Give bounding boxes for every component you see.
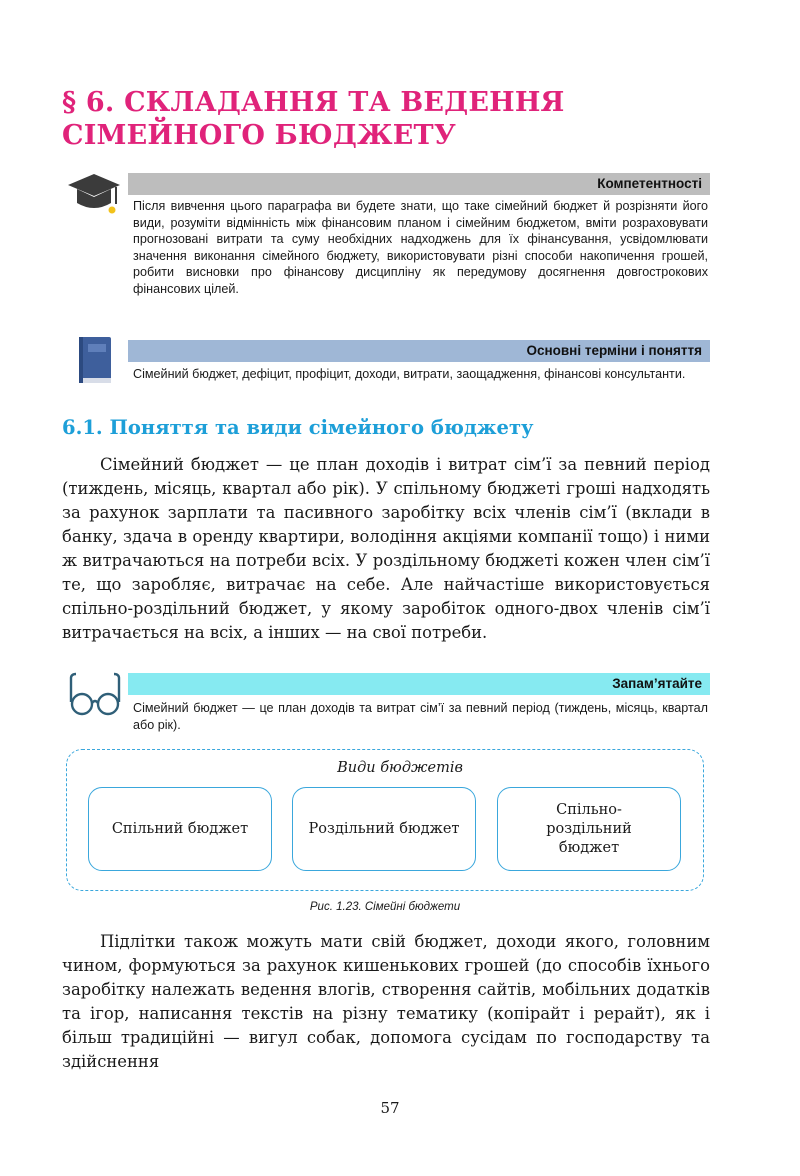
glasses-icon <box>68 672 122 716</box>
section-title: 6.1. Поняття та види сімейного бюджету <box>62 416 534 439</box>
chapter-title: § 6. СКЛАДАННЯ ТА ВЕДЕННЯ СІМЕЙНОГО БЮДЖЕТУ <box>62 87 565 151</box>
terms-text: Сімейний бюджет, дефіцит, профіцит, доходи, витрати, заощадження, фінансові консультанти. <box>133 367 686 381</box>
remember-heading: Запам’ятайте <box>128 673 710 695</box>
terms-heading: Основні терміни і поняття <box>128 340 710 362</box>
competencies-heading: Компетентності <box>128 173 710 195</box>
page-number: 57 <box>380 1099 400 1117</box>
book-icon <box>78 336 114 386</box>
paragraph-2: Підлітки також можуть мати свій бюджет, доходи якого, головним чином, формуються за рахунок кишенькових грошей (до способів їхнього заробітку належать ведення влогів, створення сайтів, мобільних додатків та ігор, написання текстів на різну тематику (копірайт і рерайт), як і більш традиційні — вигул собак, допомога сусідам по господарству та здійснення <box>62 932 710 1071</box>
competencies-text: Після вивчення цього параграфа ви будете знати, що таке сімейний бюджет й розрізняти його види, розуміти відмінність між фінансовим планом і сімейним бюджетом, вміти розраховувати прогнозовані витрати та суму необхідних надходжень для їх фінансування, усвідомлювати значення виконання сімейного бюджету, використовувати різні способи накопичення грошей, робити висновки про фінансову дисципліну як передумову досягнення довгострокових фінансових цілей. <box>133 199 708 296</box>
figure-caption: Рис. 1.23. Сімейні бюджети <box>309 901 461 913</box>
budget-type-mixed: Спільно-роздільний бюджет <box>497 787 681 871</box>
remember-text: Сімейний бюджет — це план доходів та витрат сім’ї за певний період (тиждень, місяць, квартал або рік). <box>133 701 708 732</box>
paragraph-1: Сімейний бюджет — це план доходів і витрат сім’ї за певний період (тиждень, місяць, квартал або рік). У спільному бюджеті гроші надходять за рахунок зарплати та пасивного заробітку всіх членів сім’ї (вклади в банку, здача в оренду квартири, володіння акціями компанії тощо) і ними ж витрачаються на потреби всіх. У роздільному бюджеті кожен член сім’ї те, що заробляє, витрачає на себе. Але найчастіше використовується спільно-роздільний бюджет, у якому заробіток одного-двох членів сім’ї витрачається на всіх, а інших — на свої потреби. <box>62 455 710 642</box>
diagram-title: Види бюджетів <box>337 760 463 776</box>
graduation-cap-icon <box>64 170 124 220</box>
budget-type-separate: Роздільний бюджет <box>292 787 476 871</box>
budget-type-joint: Спільний бюджет <box>88 787 272 871</box>
